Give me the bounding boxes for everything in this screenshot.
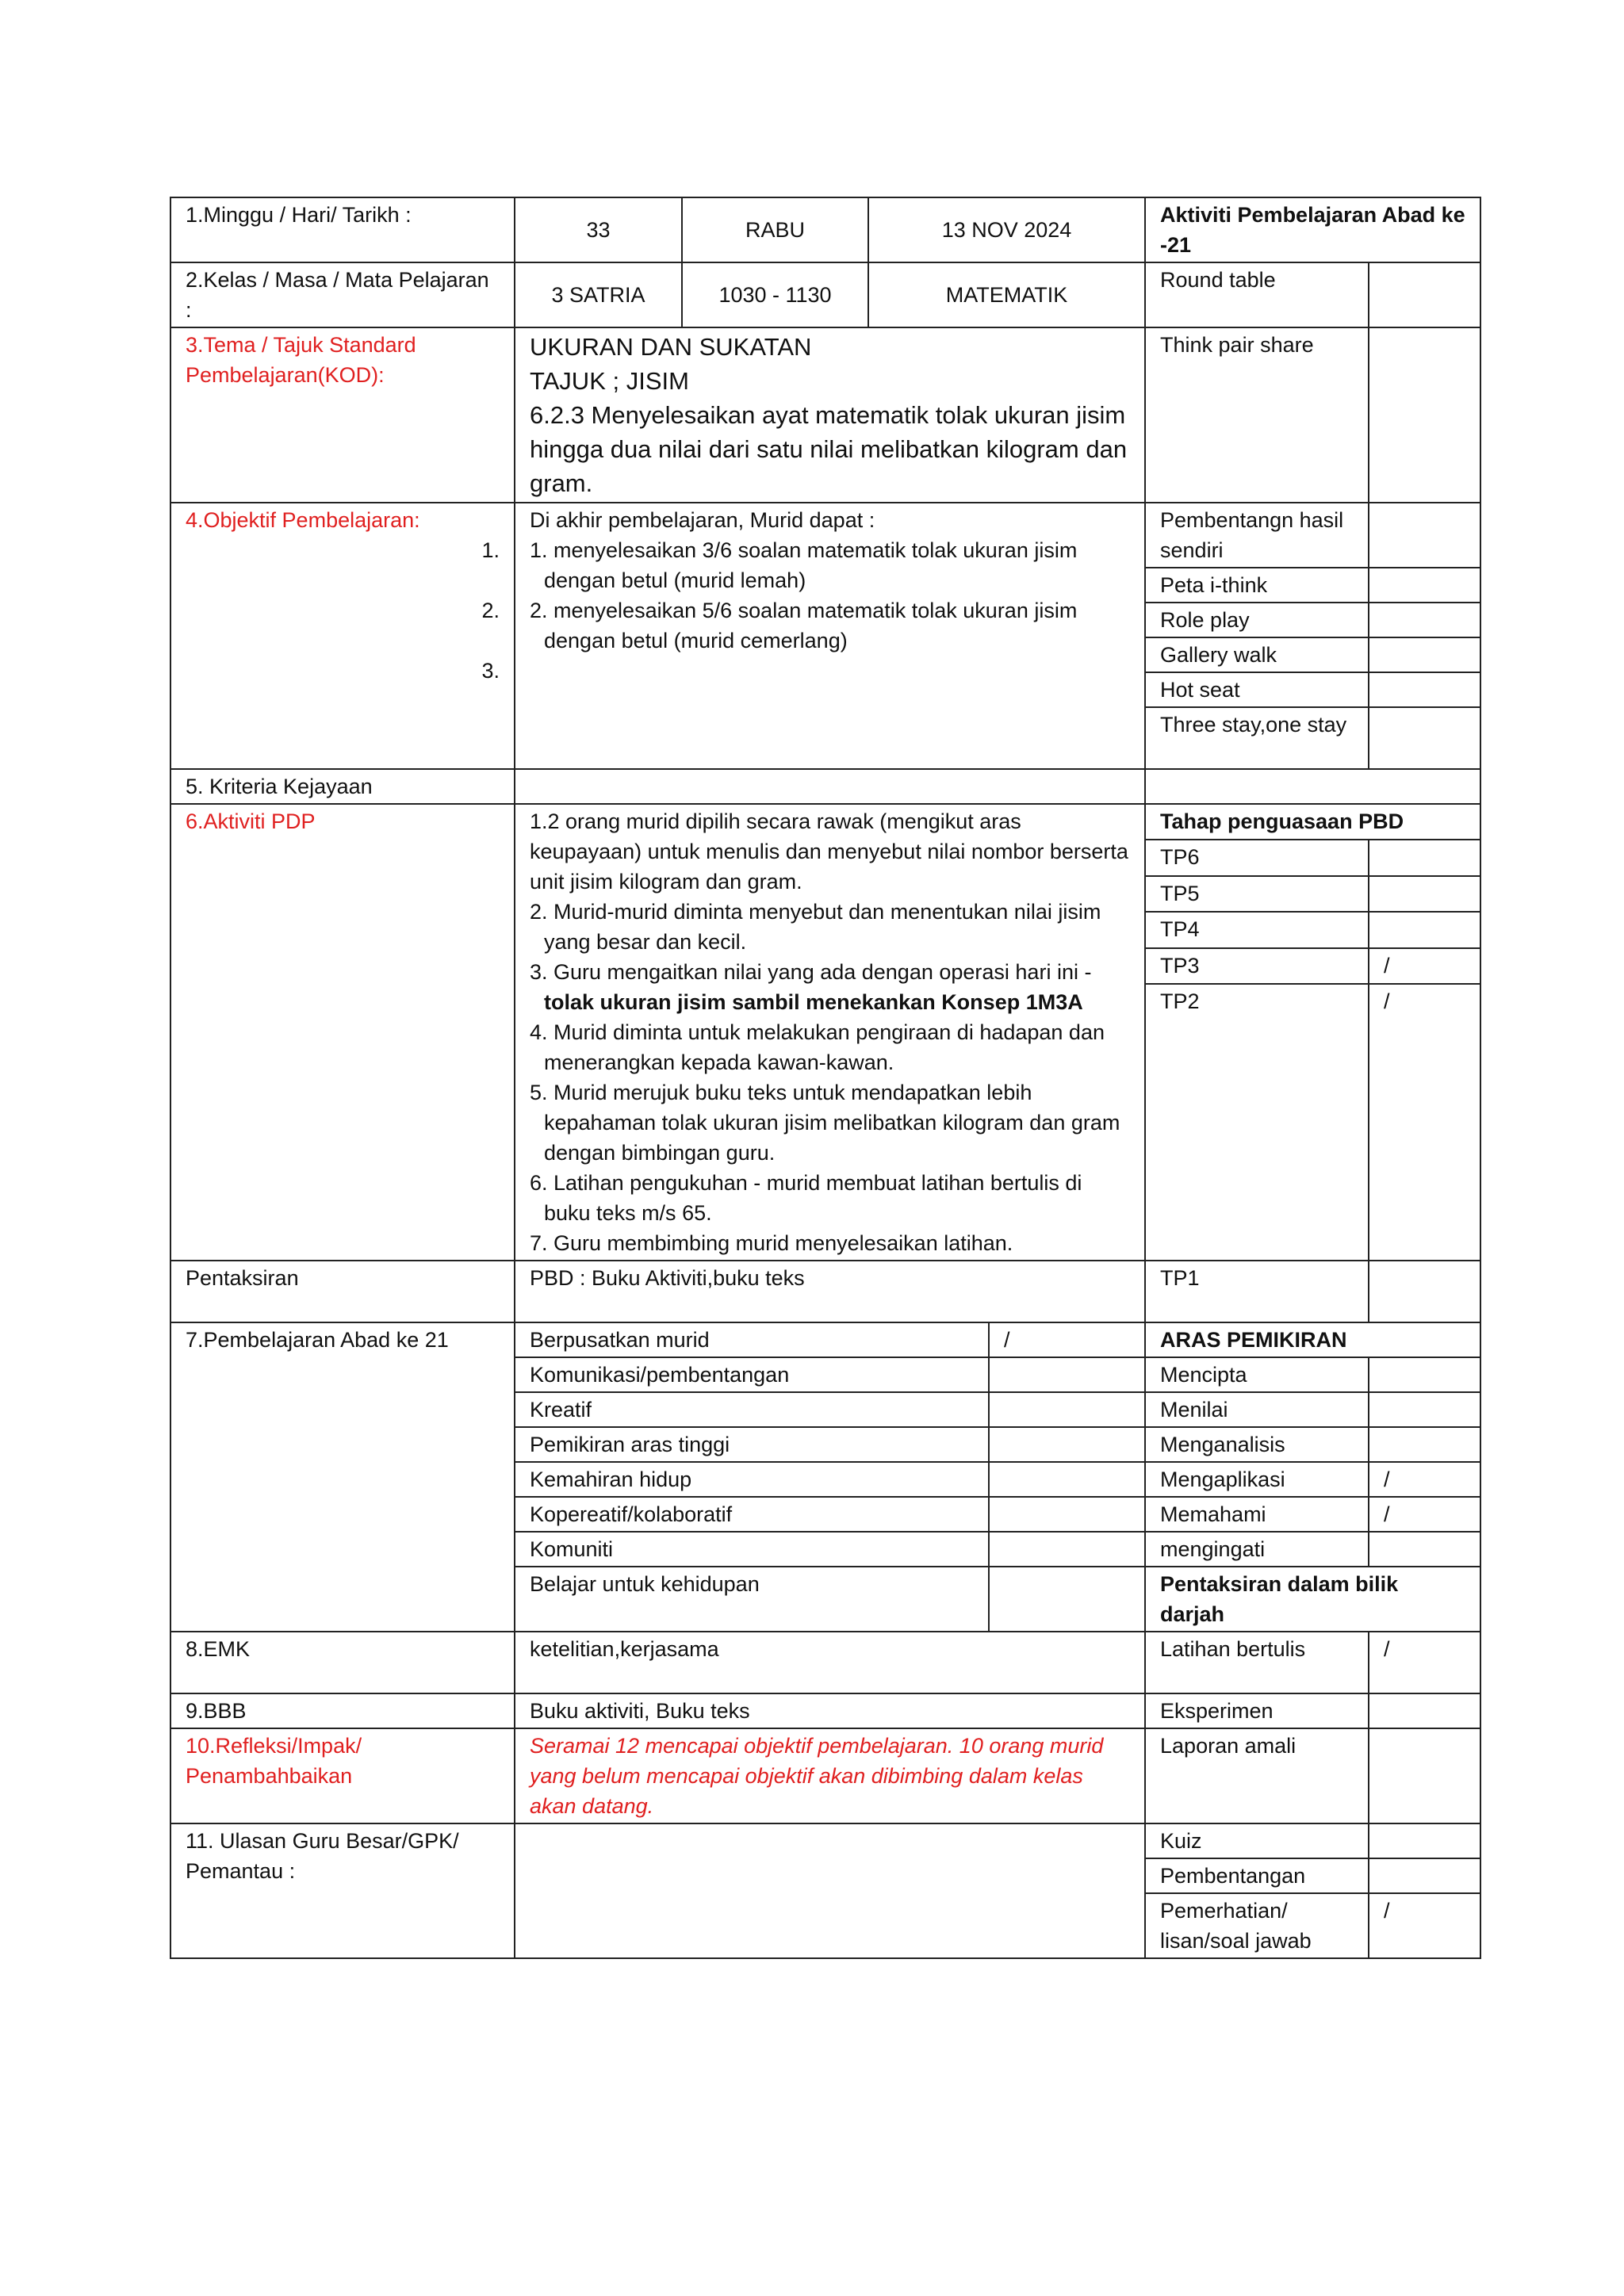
pentaksiran-bilik-heading: Pentaksiran dalam bilik darjah — [1145, 1567, 1480, 1632]
hari-value: RABU — [682, 197, 868, 262]
pentaksiran-bilik-mark — [1369, 1858, 1480, 1893]
aktiviti-step: 4. Murid diminta untuk melakukan pengiraan di hadapan dan menerangkan kepada kawan-kawan. — [530, 1020, 1105, 1074]
objektif-number: 3. — [481, 659, 500, 683]
aras-item: mengingati — [1145, 1532, 1369, 1567]
kriteria-label: 5. Kriteria Kejayaan — [170, 769, 515, 804]
pembelajaran21-item: Belajar untuk kehidupan — [515, 1567, 989, 1632]
refleksi-label: 10.Refleksi/Impak/ Penambahbaikan — [170, 1728, 515, 1823]
objektif-label: 4.Objektif Pembelajaran: — [186, 508, 420, 532]
abad21-item: Three stay,one stay — [1145, 707, 1369, 769]
pembelajaran21-label: 7.Pembelajaran Abad ke 21 — [170, 1322, 515, 1632]
aras-mark: / — [1369, 1497, 1480, 1532]
objektif-label-cell — [170, 503, 515, 769]
tema-line1: UKURAN DAN SUKATAN — [530, 333, 812, 361]
empty-cell — [1145, 769, 1480, 804]
pbd-level: TP5 — [1145, 876, 1369, 912]
pentaksiran-bilik-item: Latihan bertulis — [1145, 1632, 1369, 1693]
abad21-item: Role play — [1145, 603, 1369, 637]
objektif-number: 2. — [481, 599, 500, 622]
aras-item: Memahami — [1145, 1497, 1369, 1532]
kelas-value: 3 SATRIA — [515, 262, 682, 327]
mata-pelajaran-value: MATEMATIK — [868, 262, 1145, 327]
abad21-mark — [1369, 262, 1480, 327]
objektif-intro: Di akhir pembelajaran, Murid dapat : — [530, 508, 875, 532]
pbd-level: TP1 — [1145, 1261, 1369, 1322]
aktiviti-step: 1.2 orang murid dipilih secara rawak (mengikut aras keupayaan) untuk menulis dan menyebut nilai nombor berserta unit jisim kilogram dan gram. — [530, 809, 1128, 894]
objektif-number: 1. — [481, 538, 500, 562]
aras-item: Mencipta — [1145, 1357, 1369, 1392]
pentaksiran-bilik-item: Pembentangan — [1145, 1858, 1369, 1893]
pbd-mark — [1369, 876, 1480, 912]
pbd-mark — [1369, 840, 1480, 875]
objektif-numbers — [186, 535, 500, 686]
abad21-heading: Aktiviti Pembelajaran Abad ke -21 — [1145, 197, 1480, 262]
pembelajaran21-mark — [989, 1392, 1145, 1427]
emk-label: 8.EMK — [170, 1632, 515, 1693]
aktiviti-step3b: tolak ukuran jisim sambil menekankan Konsep 1M3A — [544, 990, 1083, 1014]
pbd-level: TP3 — [1145, 948, 1369, 984]
pentaksiran-bilik-item: Eksperimen — [1145, 1693, 1369, 1728]
aras-item: Menganalisis — [1145, 1427, 1369, 1462]
aktiviti-step3a: 3. Guru mengaitkan nilai yang ada dengan operasi hari ini - — [530, 960, 1092, 984]
pentaksiran-bilik-mark: / — [1369, 1632, 1480, 1693]
pembelajaran21-item: Kemahiran hidup — [515, 1462, 989, 1497]
pentaksiran-bilik-mark — [1369, 1693, 1480, 1728]
pembelajaran21-item: Komuniti — [515, 1532, 989, 1567]
kriteria-value — [515, 769, 1145, 804]
tema-label: 3.Tema / Tajuk Standard Pembelajaran(KOD): — [170, 327, 515, 503]
pentaksiran-bilik-item: Pemerhatian/ lisan/soal jawab — [1145, 1893, 1369, 1958]
bbb-value: Buku aktiviti, Buku teks — [515, 1693, 1145, 1728]
pembelajaran21-mark — [989, 1497, 1145, 1532]
pentaksiran-bilik-mark: / — [1369, 1893, 1480, 1958]
ulasan-label: 11. Ulasan Guru Besar/GPK/ Pemantau : — [170, 1823, 515, 1958]
aktiviti-label: 6.Aktiviti PDP — [170, 804, 515, 1261]
pembelajaran21-item: Kreatif — [515, 1392, 989, 1427]
tarikh-value: 13 NOV 2024 — [868, 197, 1145, 262]
pembelajaran21-mark — [989, 1462, 1145, 1497]
emk-value: ketelitian,kerjasama — [515, 1632, 1145, 1693]
abad21-item: Pembentangn hasil sendiri — [1145, 503, 1369, 568]
aras-item: Menilai — [1145, 1392, 1369, 1427]
aras-mark — [1369, 1427, 1480, 1462]
pembelajaran21-mark: / — [989, 1322, 1145, 1357]
masa-value: 1030 - 1130 — [682, 262, 868, 327]
abad21-item: Round table — [1145, 262, 1369, 327]
pbd-mark — [1369, 912, 1480, 947]
pembelajaran21-item: Komunikasi/pembentangan — [515, 1357, 989, 1392]
tema-line3: 6.2.3 Menyelesaikan ayat matematik tolak ukuran jisim hingga dua nilai dari satu nilai melibatkan kilogram dan gram. — [530, 401, 1128, 497]
abad21-mark — [1369, 637, 1480, 672]
aktiviti-step: 2. Murid-murid diminta menyebut dan menentukan nilai jisim yang besar dan kecil. — [530, 900, 1101, 954]
aras-heading: ARAS PEMIKIRAN — [1145, 1322, 1480, 1357]
pentaksiran-value: PBD : Buku Aktiviti,buku teks — [515, 1261, 1145, 1322]
pembelajaran21-item: Kopereatif/kolaboratif — [515, 1497, 989, 1532]
aktiviti-step: 5. Murid merujuk buku teks untuk mendapatkan lebih kepahaman tolak ukuran jisim melibatkan kilogram dan gram dengan bimbingan guru. — [530, 1081, 1120, 1165]
bbb-label: 9.BBB — [170, 1693, 515, 1728]
abad21-item: Think pair share — [1145, 327, 1369, 503]
pentaksiran-label: Pentaksiran — [170, 1261, 515, 1322]
aktiviti-step: 7. Guru membimbing murid menyelesaikan latihan. — [530, 1231, 1013, 1255]
refleksi-value: Seramai 12 mencapai objektif pembelajaran. 10 orang murid yang belum mencapai objektif akan dibimbing dalam kelas akan datang. — [515, 1728, 1145, 1823]
abad21-item: Hot seat — [1145, 672, 1369, 707]
aras-mark — [1369, 1392, 1480, 1427]
pbd-level: TP2 — [1145, 984, 1369, 1261]
abad21-mark — [1369, 603, 1480, 637]
aras-mark — [1369, 1357, 1480, 1392]
abad21-mark — [1369, 503, 1480, 568]
abad21-mark — [1369, 327, 1480, 503]
pbd-level: TP4 — [1145, 912, 1369, 947]
objektif-item: 1. menyelesaikan 3/6 soalan matematik tolak ukuran jisim dengan betul (murid lemah) — [530, 538, 1078, 592]
pembelajaran21-mark — [989, 1427, 1145, 1462]
aktiviti-step: 6. Latihan pengukuhan - murid membuat latihan bertulis di buku teks m/s 65. — [530, 1171, 1082, 1225]
ulasan-value — [515, 1823, 1145, 1958]
aktiviti-content — [515, 804, 1145, 1261]
aktiviti-step — [530, 957, 1130, 1017]
minggu-value: 33 — [515, 197, 682, 262]
row2-label: 2.Kelas / Masa / Mata Pelajaran : — [170, 262, 515, 327]
pentaksiran-bilik-mark — [1369, 1823, 1480, 1858]
row1-label: 1.Minggu / Hari/ Tarikh : — [170, 197, 515, 262]
pembelajaran21-mark — [989, 1532, 1145, 1567]
objektif-item: 2. menyelesaikan 5/6 soalan matematik tolak ukuran jisim dengan betul (murid cemerlang) — [530, 599, 1078, 652]
tema-content — [515, 327, 1145, 503]
abad21-mark — [1369, 707, 1480, 769]
abad21-mark — [1369, 672, 1480, 707]
abad21-mark — [1369, 568, 1480, 603]
pembelajaran21-mark — [989, 1567, 1145, 1632]
pbd-mark: / — [1369, 948, 1480, 984]
objektif-content — [515, 503, 1145, 769]
abad21-item: Gallery walk — [1145, 637, 1369, 672]
pbd-level: TP6 — [1145, 840, 1369, 875]
abad21-item: Peta i-think — [1145, 568, 1369, 603]
pembelajaran21-item: Pemikiran aras tinggi — [515, 1427, 989, 1462]
pentaksiran-bilik-item: Laporan amali — [1145, 1728, 1369, 1823]
tema-line2: TAJUK ; JISIM — [530, 367, 689, 395]
pbd-mark: / — [1369, 984, 1480, 1261]
aras-mark — [1369, 1532, 1480, 1567]
pembelajaran21-item: Berpusatkan murid — [515, 1322, 989, 1357]
pentaksiran-bilik-item: Kuiz — [1145, 1823, 1369, 1858]
lesson-plan-table — [170, 197, 1481, 1959]
pbd-mark — [1369, 1261, 1480, 1322]
aras-mark: / — [1369, 1462, 1480, 1497]
pembelajaran21-mark — [989, 1357, 1145, 1392]
pbd-heading: Tahap penguasaan PBD — [1145, 804, 1480, 840]
aras-item: Mengaplikasi — [1145, 1462, 1369, 1497]
pentaksiran-bilik-mark — [1369, 1728, 1480, 1823]
